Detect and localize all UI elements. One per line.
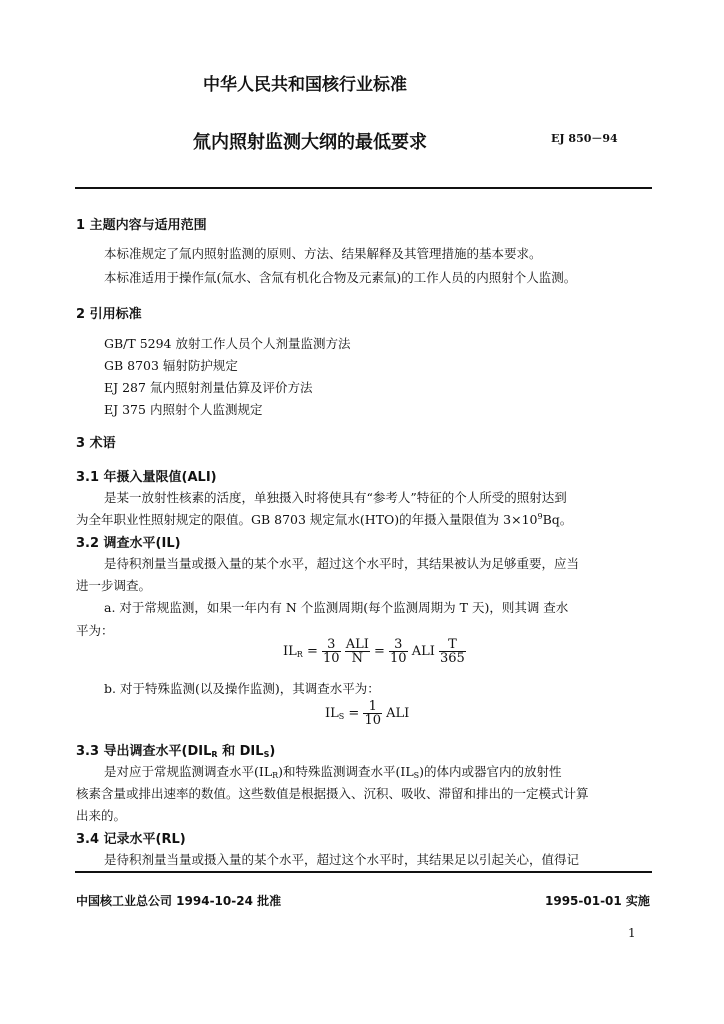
header-divider: [75, 187, 652, 189]
term-3-2-item-b: b. 对于特殊监测(以及操作监测)，其调查水平为：: [104, 681, 380, 696]
section-2-heading: 2 引用标准: [76, 307, 142, 322]
term-3-4-heading: 3.4 记录水平(RL): [76, 832, 186, 847]
term-3-1-line-1: 是某一放射性核素的活度，单独摄入时将使具有“参考人”特征的个人所受的照射达到: [104, 490, 567, 505]
term-3-2-heading: 3.2 调查水平(IL): [76, 536, 181, 551]
term-3-4-line-1: 是待积剂量当量或摄入量的某个水平，超过这个水平时，其结果足以引起关心，值得记: [104, 852, 580, 867]
footer-divider: [75, 871, 652, 873]
term-3-3-line-3: 出来的。: [76, 808, 127, 823]
reference-item: EJ 287 氚内照射剂量估算及评价方法: [104, 380, 313, 395]
reference-item: GB/T 5294 放射工作人员个人剂量监测方法: [104, 336, 351, 351]
effective-date: 1995-01-01 实施: [545, 894, 650, 908]
term-3-3-heading: 3.3 导出调查水平($DIL_R$ 和 $DIL_S$): [76, 744, 276, 759]
equation-special-il: $IL_S$ = $\frac{1}{10}$ ALI: [325, 699, 410, 728]
reference-item: GB 8703 辐射防护规定: [104, 358, 238, 373]
reference-item: EJ 375 内照射个人监测规定: [104, 402, 263, 417]
section-3-heading: 3 术语: [76, 436, 116, 451]
term-3-3-line-1: 是对应于常规监测调查水平$(IL_R)$和特殊监测调查水平$(IL_S)$的体内或器官内的放射性: [104, 764, 562, 780]
section-1-para-2: 本标准适用于操作氚(氚水、含氚有机化合物及元素氚)的工作人员的内照射个人监测。: [104, 270, 577, 285]
section-1-heading: 1 主题内容与适用范围: [76, 218, 207, 233]
equation-routine-il: $IL_R$ = $\frac{3}{10}$ $\frac{\text{ALI}}{N}$ = $\frac{3}{10}$ ALI $\frac{T}{365}$: [283, 637, 465, 666]
term-3-2-line-2: 进一步调查。: [76, 578, 152, 593]
term-3-1-heading: 3.1 年摄入量限值(ALI): [76, 470, 217, 485]
document-title: 氚内照射监测大纲的最低要求: [193, 132, 427, 153]
approval-date: 中国核工业总公司 1994-10-24 批准: [76, 894, 282, 908]
standard-type-header: 中华人民共和国核行业标准: [203, 75, 407, 95]
term-3-2-item-a-cont: 平为：: [76, 623, 114, 638]
page-number: 1: [628, 926, 636, 940]
term-3-3-line-2: 核素含量或排出速率的数值。这些数值是根据摄入、沉积、吸收、滞留和排出的一定模式计算: [76, 786, 589, 801]
standard-code: EJ 850－94: [551, 132, 618, 145]
section-1-para-1: 本标准规定了氚内照射监测的原则、方法、结果解释及其管理措施的基本要求。: [104, 246, 542, 261]
term-3-2-line-1: 是待积剂量当量或摄入量的某个水平，超过这个水平时，其结果被认为足够重要，应当: [104, 556, 580, 571]
term-3-1-line-2: 为全年职业性照射规定的限值。GB 8703 规定氚水(HTO)的年摄入量限值为 $3\times 10^9Bq$。: [76, 512, 573, 527]
term-3-2-item-a: a. 对于常规监测，如果一年内有 N 个监测周期(每个监测周期为 T 天)，则其调 查水: [104, 600, 569, 615]
